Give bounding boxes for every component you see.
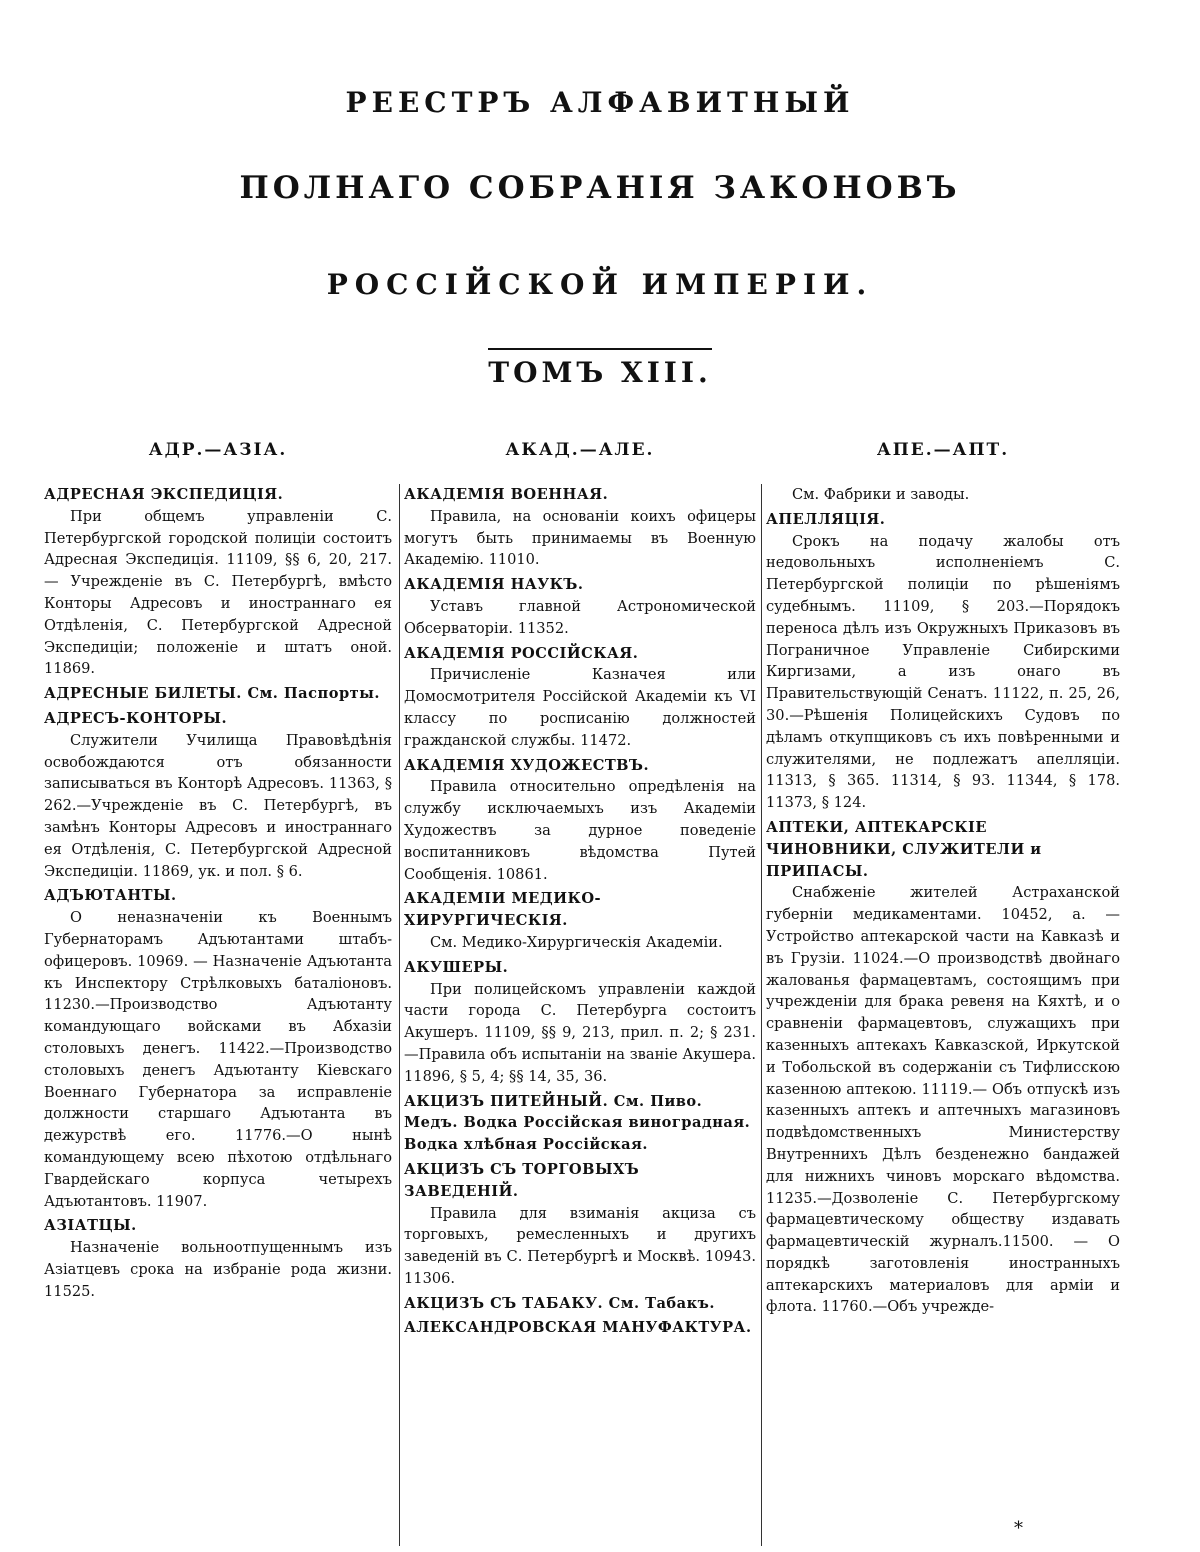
index-entry [44, 1215, 392, 1302]
column-head-1: АДР.—АЗIА. [148, 440, 288, 460]
entry-text: Срокъ на подачу жалобы отъ недовольныхъ исполненiемъ С. Петербургской полицiи по рѣшенiямъ судебнымъ. 11109, § 203.—Порядокъ переноса дѣлъ изъ Окружныхъ Приказовъ въ Пограничное Управленiе Сибирскими Киргизами, а изъ онаго въ Правительствующiй Сенатъ. 11122, п. 25, 26, 30.—Рѣшенiя Полицейскихъ Судовъ по дѣламъ откупщиковъ съ ихъ повѣренными и служителями, не подлежатъ апелляцiи. 11313, § 365. 11314, § 93. 11344, § 178. 11373, § 124. [766, 532, 1120, 812]
column-head-2: АКАД.—АЛЕ. [505, 440, 655, 460]
entry-heading: АЛЕКСАНДРОВСКАЯ МАНУФАКТУРА. [404, 1319, 752, 1337]
entry-heading: АДРЕСНЫЕ БИЛЕТЫ. См. Паспорты. [44, 685, 380, 703]
volume-wrapper [0, 348, 1200, 389]
entry-heading: АДЪЮТАНТЫ. [44, 887, 177, 905]
index-entry [44, 708, 392, 882]
entry-text: Правила, на основанiи коихъ офицеры могутъ быть принимаемы въ Военную Академiю. 11010. [404, 507, 756, 569]
entry-text: При общемъ управленiи С. Петербургской городской полицiи состоитъ Адресная Экспедицiя. 11109, §§ 6, 20, 217. — Учрежденiе въ С. Петербургѣ, вмѣсто Конторы Адресовъ и иностраннаго ея Отдѣленiя, С. Петербургской Адресной Экспедицiи; положенiе и штатъ оной. 11869. [44, 507, 392, 678]
volume-title: ТОМЪ XIII. [488, 348, 712, 389]
entry-heading: АКАДЕМIЯ НАУКЪ. [404, 576, 584, 594]
index-entry [404, 484, 756, 571]
index-entry [404, 1091, 756, 1156]
entry-text: О неназначенiи къ Военнымъ Губернаторамъ Адъютантами штабъ-офицеровъ. 10969. — Назначенiе Адъютанта къ Инспектору Стрѣлковыхъ баталiоновъ. 11230.—Производство Адъютанту командующаго войсками въ Абхазiи столовыхъ денегъ. 11422.—Производство столовыхъ денегъ Адъютанту Кiевскаго Военнаго Губернатора за исправленiе должности старшаго Адъютанта въ дежурствѣ его. 11776.—О нынѣ командующему всею пѣхотою отдѣльнаго Гвардейскаго корпуса четырехъ Адъютантовъ. 11907. [44, 909, 392, 1210]
entry-text: Уставъ главной Астрономической Обсерваторiи. 11352. [404, 597, 756, 637]
index-entry [766, 509, 1120, 814]
entry-heading: АДРЕСЪ-КОНТОРЫ. [44, 709, 228, 727]
title-line-1: РЕЕСТРЪ АЛФАВИТНЫЙ [345, 86, 855, 119]
index-entry [404, 888, 756, 953]
column-3 [766, 484, 1120, 1321]
entry-heading: АПЕЛЛЯЦIЯ. [766, 510, 886, 528]
entry-heading: АЗIАТЦЫ. [44, 1217, 137, 1235]
index-entry [404, 1317, 756, 1339]
column-1 [44, 484, 392, 1305]
index-entry [404, 574, 756, 639]
index-entry [404, 957, 756, 1088]
entry-text: См. Фабрики и заводы. [792, 486, 970, 503]
column-2 [404, 484, 756, 1342]
index-entry [404, 643, 756, 752]
entry-heading: АКЦИЗЪ СЪ ТОРГОВЫХЪ ЗАВЕДЕНIЙ. [404, 1160, 640, 1200]
entry-text: См. Медико-Хирургическiя Академiи. [430, 933, 723, 951]
entry-heading: АКАДЕМIЯ ХУДОЖЕСТВЪ. [404, 756, 650, 774]
entry-text: Служители Училища Правовѣдѣнiя освобождаются отъ обязанности записываться въ Конторѣ Адресовъ. 11363, § 262.—Учрежденiе въ С. Петербургѣ, въ замѣнъ Конторы Адресовъ и иностраннаго ея Отдѣленiя, С. Петербургской Адресной Экспедицiи. 11869, ук. и пол. § 6. [44, 731, 392, 880]
entry-text: Назначенiе вольноотпущеннымъ изъ Азiатцевъ срока на избранiе рода жизни. 11525. [44, 1239, 392, 1300]
column-divider-1 [399, 484, 400, 1546]
entry-text: Правила относительно опредѣленiя на службу исключаемыхъ изъ Академiи Художествъ за дурное поведенiе воспитанниковъ вѣдомства Путей Сообщенiя. 10861. [404, 778, 756, 883]
column-head-3: АПЕ.—АПТ. [876, 440, 1010, 460]
index-entry [44, 683, 392, 705]
entry-text: Снабженiе жителей Астраханской губернiи медикаментами. 10452, а. — Устройство аптекарской части на Кавказѣ и въ Грузiи. 11024.—О производствѣ двойнаго жалованья фармацевтамъ, состоящимъ при учрежденiи для брака ревеня на Кяхтѣ, и о сравненiи фармацевтовъ, служащихъ при казенныхъ аптекахъ Кавказской, Иркутской и Тобольской въ содержанiи съ Тифлисскою казенною аптекою. 11119.— Объ отпускѣ изъ казенныхъ аптекъ и аптечныхъ магазиновъ подвѣдомственныхъ Министерству Внутреннихъ Дѣлъ безденежно бандажей для нижнихъ чиновъ морскаго вѣдомства. 11235.—Дозволенiе С. Петербургскому фармацевтическому обществу издавать фармацевтическiй журналъ.11500. — О порядкѣ заготовленiя иностранныхъ аптекарскихъ материаловъ для армiи и флота. 11760.—Объ учрежде- [766, 884, 1120, 1316]
title-line-2: ПОЛНАГО СОБРАНIЯ ЗАКОНОВЪ [239, 170, 961, 206]
index-entry [404, 755, 756, 886]
entry-heading: АКАДЕМIЯ ВОЕННАЯ. [404, 486, 609, 503]
entry-text: Причисленiе Казначея или Домосмотрителя Россiйской Академiи къ VI классу по росписанiю должностей гражданской службы. 11472. [404, 666, 756, 749]
index-entry [404, 1293, 756, 1315]
index-entry [766, 817, 1120, 1318]
entry-heading: АДРЕСНАЯ ЭКСПЕДИЦIЯ. [44, 486, 284, 503]
column-divider-2 [761, 484, 762, 1546]
entry-text: Правила для взиманiя акциза съ торговыхъ, ремесленныхъ и другихъ заведенiй въ С. Петербургѣ и Москвѣ. 10943. 11306. [404, 1204, 756, 1287]
entry-text: При полицейскомъ управленiи каждой части города С. Петербурга состоитъ Акушеръ. 11109, §§ 9, 213, прил. п. 2; § 231.—Правила объ испытанiи на званiе Акушера. 11896, § 5, 4; §§ 14, 35, 36. [404, 980, 756, 1085]
entry-heading: АКУШЕРЫ. [404, 958, 509, 976]
entry-heading: АКАДЕМIИ МЕДИКО-ХИРУРГИЧЕСКIЯ. [404, 890, 602, 930]
entry-heading: АКАДЕМIЯ РОССIЙСКАЯ. [404, 644, 639, 662]
index-entry [44, 885, 392, 1212]
entry-heading: АКЦИЗЪ ПИТЕЙНЫЙ. См. Пиво. Медъ. Водка Россiйская виноградная. Водка хлѣбная Россiйская. [404, 1092, 751, 1154]
index-entry [404, 1159, 756, 1290]
signature-mark: * [1014, 1518, 1023, 1539]
index-entry [44, 484, 392, 680]
entry-heading: АПТЕКИ, АПТЕКАРСКIЕ ЧИНОВНИКИ, СЛУЖИТЕЛИ и ПРИПАСЫ. [766, 818, 1042, 880]
entry-heading: АКЦИЗЪ СЪ ТАБАКУ. См. Табакъ. [404, 1294, 715, 1312]
title-line-3: РОССIЙСКОЙ ИМПЕРIИ. [326, 268, 874, 301]
index-entry [766, 484, 1120, 506]
